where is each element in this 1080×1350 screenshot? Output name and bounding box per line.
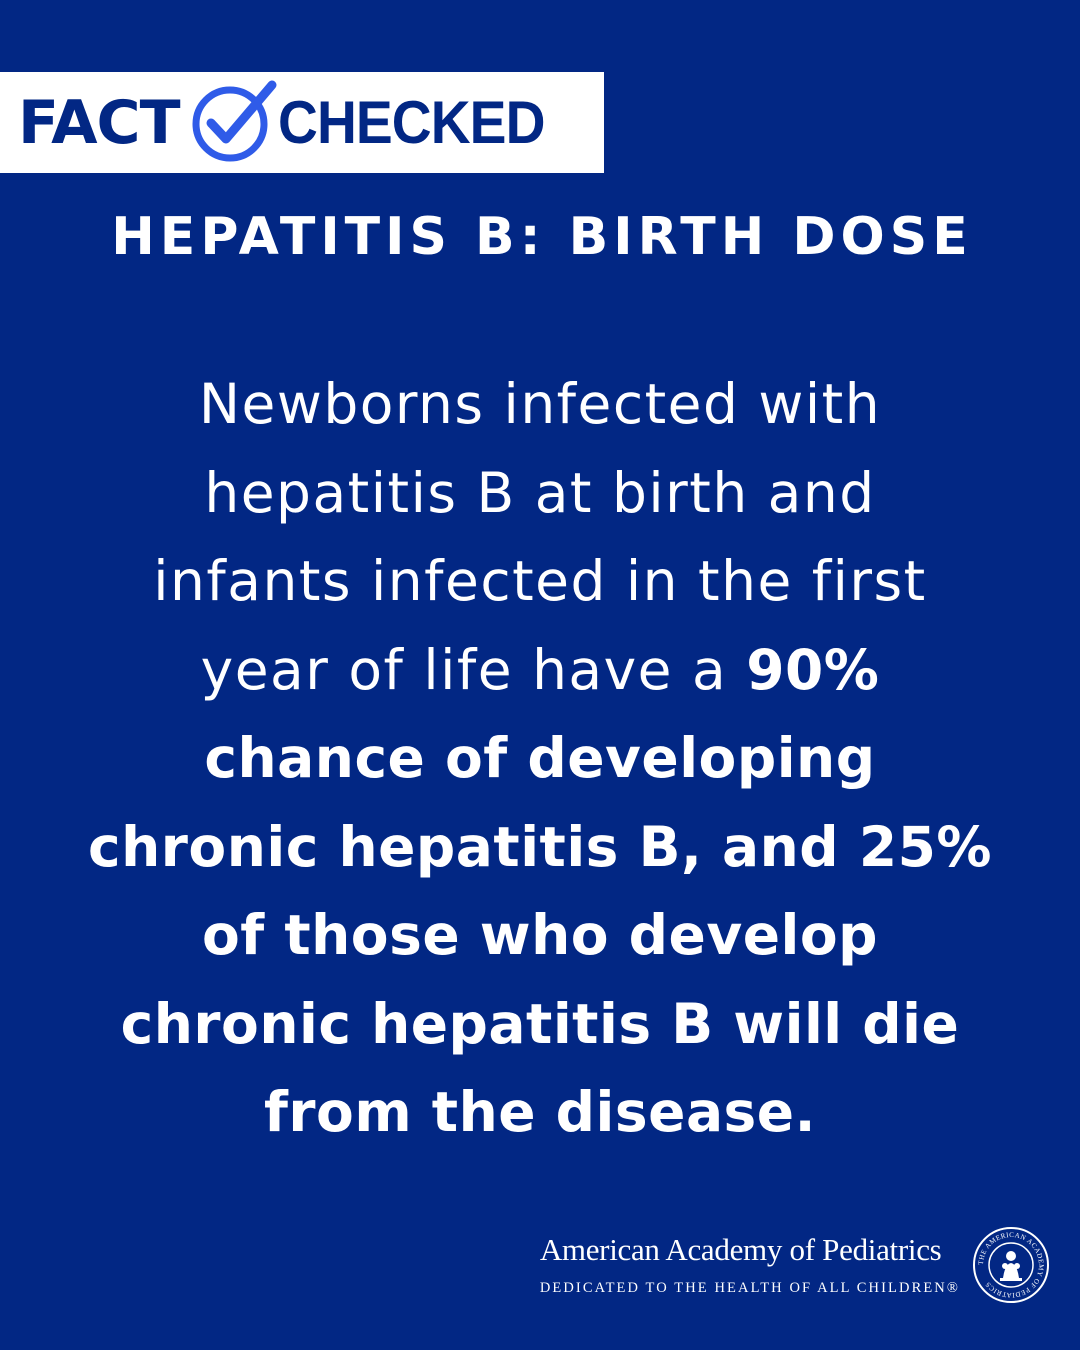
statement-bold-text: chronic hepatitis B, and 25% xyxy=(88,814,992,879)
org-name: American Academy of Pediatrics xyxy=(539,1232,942,1267)
badge-word-checked: CHECKED xyxy=(277,88,545,156)
statement-text: infants infected in the first xyxy=(153,549,927,613)
statement-bold-text: of those who develop xyxy=(201,903,878,967)
check-circle-icon xyxy=(186,79,278,167)
aap-logo xyxy=(540,1226,1050,1304)
statement-text: hepatitis B at birth and xyxy=(204,460,876,525)
statement-bold-text: 90% xyxy=(746,637,880,702)
statement-line xyxy=(60,803,1020,892)
statement-line xyxy=(60,980,1020,1069)
statement-text: Newborns infected with xyxy=(198,372,882,436)
badge-word-fact: FACT xyxy=(18,87,180,158)
statement-line xyxy=(60,714,1020,803)
statement-bold-text: chronic hepatitis B will die xyxy=(120,991,960,1056)
statement-bold-text: chance of developing xyxy=(204,726,876,790)
aap-seal-icon xyxy=(972,1226,1050,1304)
statement-bold-text: from the disease. xyxy=(263,1080,816,1144)
statement-line xyxy=(60,449,1020,538)
statement-line xyxy=(60,537,1020,626)
fact-checked-badge xyxy=(0,72,604,173)
statement-line xyxy=(60,1068,1020,1157)
svg-text:THE AMERICAN ACADEMY OF PEDIAT: THE AMERICAN ACADEMY OF PEDIATRICS xyxy=(976,1230,1046,1300)
fact-statement xyxy=(60,360,1020,1157)
statement-line xyxy=(60,360,1020,449)
statement-line xyxy=(60,626,1020,715)
org-tagline: DEDICATED TO THE HEALTH OF ALL CHILDREN® xyxy=(539,1280,960,1296)
statement-text: year of life have a xyxy=(200,637,747,702)
statement-line xyxy=(60,891,1020,980)
page-title: HEPATITIS B: BIRTH DOSE xyxy=(111,207,973,267)
